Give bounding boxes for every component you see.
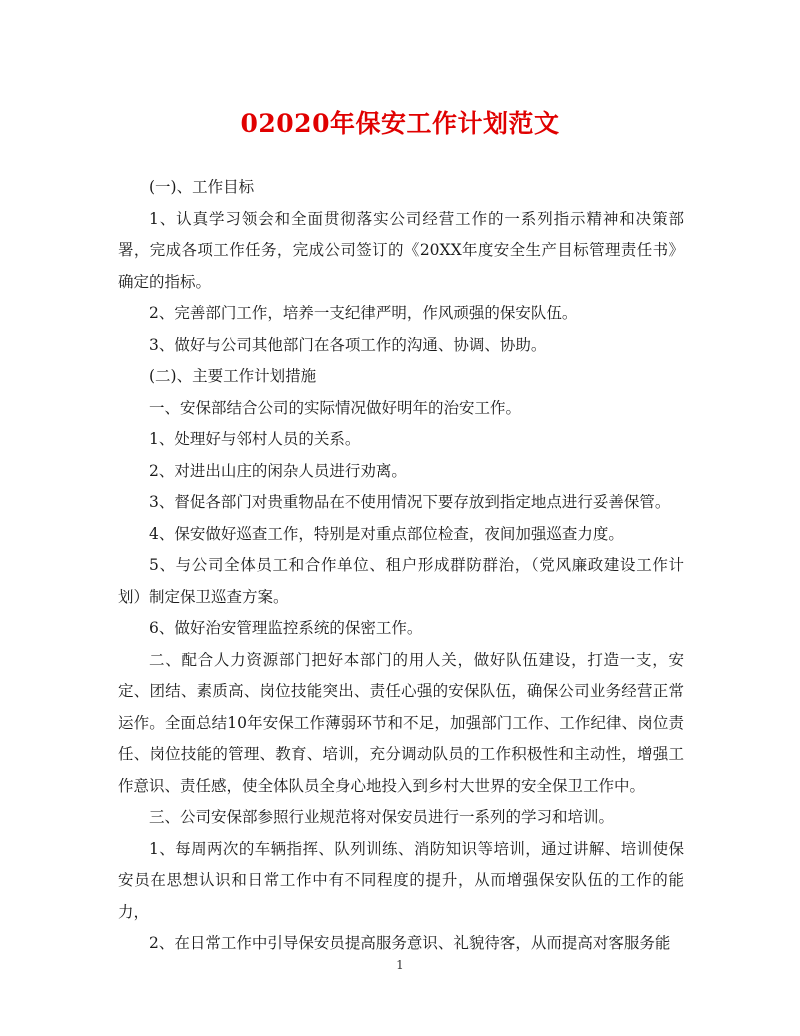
section-heading-goals: (一)、工作目标 [149,178,255,196]
paragraph: 6、做好治安管理监控系统的保密工作。 [149,619,423,637]
paragraph: 二、配合人力资源部门把好本部门的用人关，做好队伍建设，打造一支，安定、团结、素质高、岗位技能突出、责任心强的安保队伍，确保公司业务经营正常运作。全面总结10年安保工作薄弱环节和不足，加强部门工作、工作纪律、岗位责任、岗位技能的管理、教育、培训，充分调动队员的工作积极性和主动性，增强工作意识、责任感，使全体队员全身心地投入到乡村大世界的安全保卫工作中。 [118,650,684,795]
paragraph: 4、保安做好巡查工作，特别是对重点部位检查，夜间加强巡查力度。 [149,524,624,543]
paragraph: 一、安保部结合公司的实际情况做好明年的治安工作。 [149,398,522,417]
document-title: 02020年保安工作计划范文 [240,109,560,138]
paragraph: 2、在日常工作中引导保安员提高服务意识、礼貌待客，从而提高对客服务能 [149,934,671,952]
paragraph: 2、对进出山庄的闲杂人员进行劝离。 [149,461,407,480]
paragraph: 1、处理好与邻村人员的关系。 [149,430,361,448]
page-number: 1 [396,958,404,972]
document-body [118,172,684,960]
paragraph: 2、完善部门工作，培养一支纪律严明，作风顽强的保安队伍。 [149,304,578,322]
paragraph: 1、每周两次的车辆指挥、队列训练、消防知识等培训，通过讲解、培训使保安员在思想认识和日常工作中有不同程度的提升，从而增强保安队伍的工作的能力， [118,839,684,921]
paragraph: 3、督促各部门对贵重物品在不使用情况下要存放到指定地点进行妥善保管。 [149,493,671,511]
paragraph: 3、做好与公司其他部门在各项工作的沟通、协调、协助。 [149,335,547,354]
paragraph: 5、与公司全体员工和合作单位、租户形成群防群治，（党风廉政建设工作计划）制定保卫巡查方案。 [118,556,684,606]
section-heading-measures: (二)、主要工作计划措施 [149,367,317,385]
paragraph: 1、认真学习领会和全面贯彻落实公司经营工作的一系列指示精神和决策部署，完成各项工作任务，完成公司签订的《20XX年度安全生产目标管理责任书》确定的指标。 [118,209,684,291]
paragraph: 三、公司安保部参照行业规范将对保安员进行一系列的学习和培训。 [149,808,615,826]
